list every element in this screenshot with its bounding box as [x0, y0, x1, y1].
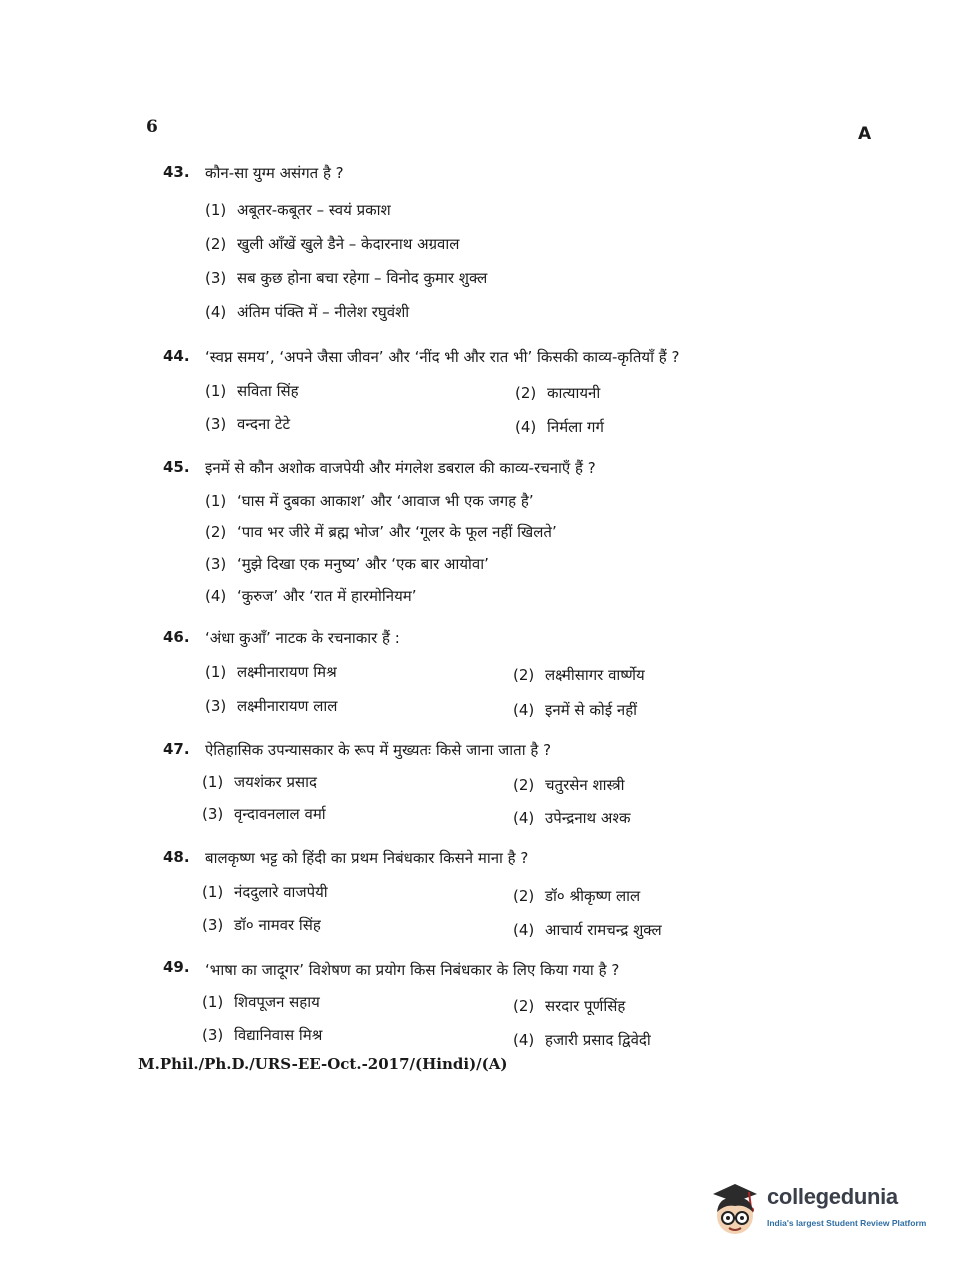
set-code: A: [858, 124, 872, 144]
option: [513, 808, 631, 828]
option-text: ‘कुरुज’ और ‘रात में हारमोनियम’: [237, 587, 417, 605]
option: [205, 302, 409, 322]
option-number: (1): [205, 663, 227, 681]
option-number: (1): [205, 201, 227, 219]
option-text: विद्यानिवास मिश्र: [234, 1026, 323, 1044]
page-number: 6: [146, 117, 158, 137]
option: [205, 586, 417, 606]
question-text: ‘भाषा का जादूगर’ विशेषण का प्रयोग किस निबंधकार के लिए किया गया है ?: [205, 961, 620, 979]
question-text: ‘स्वप्न समय’, ‘अपने जैसा जीवन’ और ‘नींद भी और रात भी’ किसकी काव्य-कृतियाँ हैं ?: [205, 348, 680, 366]
option-text: ‘पाव भर जीरे में ब्रह्म भोज’ और ‘गूलर के फूल नहीं खिलते’: [237, 523, 557, 541]
option-number: (2): [205, 523, 227, 541]
option-number: (2): [513, 887, 535, 905]
option: [515, 417, 604, 437]
option-text: हजारी प्रसाद द्विवेदी: [545, 1031, 651, 1049]
question-number: 43.: [163, 163, 190, 181]
option-number: (3): [202, 1026, 224, 1044]
question-number: 49.: [163, 958, 190, 976]
collegedunia-watermark: [705, 1172, 940, 1244]
option: [205, 696, 337, 716]
option-number: (4): [205, 587, 227, 605]
option-number: (4): [205, 303, 227, 321]
question-text: ‘अंधा कुआँ’ नाटक के रचनाकार हैं :: [205, 629, 400, 647]
option: [205, 234, 459, 254]
question-number: 48.: [163, 848, 190, 866]
option-number: (4): [513, 921, 535, 939]
option-number: (2): [513, 997, 535, 1015]
option-text: जयशंकर प्रसाद: [234, 773, 317, 791]
option-text: सविता सिंह: [237, 382, 299, 400]
option: [205, 200, 391, 220]
option-number: (3): [205, 269, 227, 287]
option-text: ‘घास में दुबका आकाश’ और ‘आवाज भी एक जगह है’: [237, 492, 534, 510]
option-text: नंददुलारे वाजपेयी: [234, 883, 328, 901]
option-text: अंतिम पंक्ति में – नीलेश रघुवंशी: [237, 303, 410, 321]
option-number: (4): [513, 701, 535, 719]
option: [513, 920, 662, 940]
option: [513, 886, 640, 906]
option-number: (3): [205, 697, 227, 715]
option-text: खुली आँखें खुले डैने – केदारनाथ अग्रवाल: [237, 235, 460, 253]
option: [513, 665, 645, 685]
option: [513, 700, 637, 720]
option-number: (4): [513, 1031, 535, 1049]
option-text: अबूतर-कबूतर – स्वयं प्रकाश: [237, 201, 391, 219]
option: [205, 414, 290, 434]
option-text: कात्यायनी: [547, 384, 601, 402]
option-text: डॉ० नामवर सिंह: [234, 916, 321, 934]
option: [202, 915, 321, 935]
option: [205, 381, 299, 401]
option: [513, 996, 625, 1016]
option-number: (1): [202, 883, 224, 901]
option-text: लक्ष्मीनारायण मिश्र: [237, 663, 337, 681]
mascot-icon: [705, 1172, 765, 1244]
option-number: (4): [513, 809, 535, 827]
option-number: (1): [202, 773, 224, 791]
question-number: 47.: [163, 740, 190, 758]
watermark-brand-name: collegedunia: [767, 1184, 898, 1209]
option: [205, 554, 489, 574]
option-number: (2): [513, 666, 535, 684]
option: [515, 383, 600, 403]
option: [202, 772, 317, 792]
option-text: वन्दना टेटे: [237, 415, 291, 433]
question-text: बालकृष्ण भट्ट को हिंदी का प्रथम निबंधकार किसने माना है ?: [205, 849, 529, 867]
option: [202, 804, 326, 824]
option-number: (3): [205, 415, 227, 433]
question-text: ऐतिहासिक उपन्यासकार के रूप में मुख्यतः किसे जाना जाता है ?: [205, 741, 552, 759]
question-number: 45.: [163, 458, 190, 476]
option: [513, 1030, 651, 1050]
option-number: (2): [205, 235, 227, 253]
option-number: (2): [515, 384, 537, 402]
option-text: उपेन्द्रनाथ अश्क: [545, 809, 631, 827]
option: [205, 268, 487, 288]
option-number: (2): [513, 776, 535, 794]
option-number: (3): [202, 805, 224, 823]
option: [205, 491, 534, 511]
question-text: इनमें से कौन अशोक वाजपेयी और मंगलेश डबराल की काव्य-रचनाएँ हैं ?: [205, 459, 596, 477]
option-number: (1): [202, 993, 224, 1011]
option-text: लक्ष्मीनारायण लाल: [237, 697, 338, 715]
option-text: सब कुछ होना बचा रहेगा – विनोद कुमार शुक्ल: [237, 269, 488, 287]
option-text: वृन्दावनलाल वर्मा: [234, 805, 326, 823]
option-number: (4): [515, 418, 537, 436]
option: [205, 662, 337, 682]
option-text: सरदार पूर्णसिंह: [545, 997, 626, 1015]
question-number: 44.: [163, 347, 190, 365]
option-text: इनमें से कोई नहीं: [545, 701, 638, 719]
option-text: लक्ष्मीसागर वार्ष्णेय: [545, 666, 645, 684]
option-text: ‘मुझे दिखा एक मनुष्य’ और ‘एक बार आयोवा’: [237, 555, 489, 573]
option-number: (3): [202, 916, 224, 934]
option: [202, 992, 320, 1012]
question-text: कौन-सा युग्म असंगत है ?: [205, 164, 344, 182]
option-number: (1): [205, 492, 227, 510]
option-text: डॉ० श्रीकृष्ण लाल: [545, 887, 641, 905]
option-text: शिवपूजन सहाय: [234, 993, 320, 1011]
option: [202, 1025, 322, 1045]
watermark-tagline: India's largest Student Review Platform: [767, 1218, 927, 1228]
option-text: आचार्य रामचन्द्र शुक्ल: [545, 921, 662, 939]
option: [513, 775, 625, 795]
option-text: चतुरसेन शास्त्री: [545, 776, 625, 794]
question-number: 46.: [163, 628, 190, 646]
option-number: (1): [205, 382, 227, 400]
option-text: निर्मला गर्ग: [547, 418, 604, 436]
option-number: (3): [205, 555, 227, 573]
option: [202, 882, 328, 902]
paper-code-footer: M.Phil./Ph.D./URS-EE-Oct.-2017/(Hindi)/(A): [138, 1055, 508, 1073]
option: [205, 522, 557, 542]
